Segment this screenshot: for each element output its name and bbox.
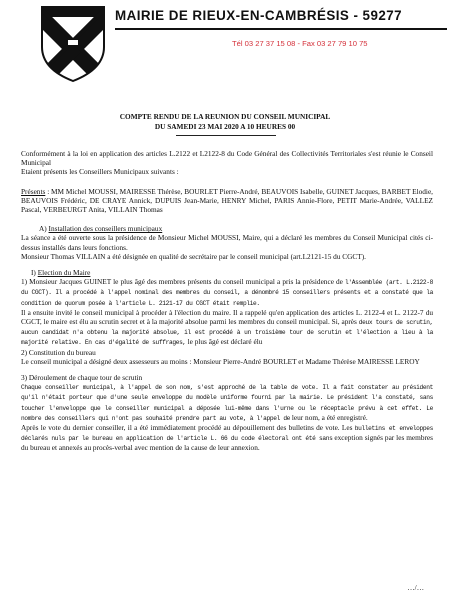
present-intro: Etaient présents les Conseillers Municipaux suivants : (21, 167, 179, 177)
presents-paragraph (21, 187, 433, 215)
election-title: Election du Maire (37, 268, 91, 278)
presents-label: Présents (21, 186, 46, 196)
election-paragraph-1 (21, 277, 433, 308)
election-paragraph-2 (21, 308, 433, 348)
mairie-title: MAIRIE DE RIEUX-EN-CAMBRÉSIS - 59277 (115, 8, 403, 23)
depouillement-paragraph (21, 423, 433, 453)
depouillement-p-a: Après le vote du dernier conseiller, il a été immédiatement procédé au dépouillement des bulletins de vote. Les (21, 423, 353, 433)
election-p1-b: l'Assemblée (art. L.2122-8 du CGCT). Il a procédé à l'appel nominal des membres du conseil, a dénombré 15 conseillers présents et a constaté que la condition de quorum posée à l'article L. 2121-17 du CGCT était remplie. (21, 279, 433, 307)
page-continuation: …/… (407, 583, 424, 592)
depouillement-p-c: exception signés par les membres du bureau et annexés au procès-verbal avec mention de la cause de leur annexion. (21, 433, 433, 453)
election-p2-b: deux tours de scrutin, aucun candidat n'a obtenu la majorité absolue, il est procédé à un troisième tour de scrutin et l'élection a lieu à la majorité relative. En cas d'égalité de suffrages, (21, 319, 434, 347)
scrutin-p-a: Chaque conseiller municipal, à l'appel de son nom, s'est approché de la table de vote. Il a fait constater au président qu'il n'était porteur que d'une seule enveloppe du modèle uniforme fourni par la mairie. Le président l'a constaté, sans toucher l'enveloppe que le conseiller municipal a déposée lui-même dans l'urne ou le réceptacle prévu à cet effet. Le nombre des conseillers qui n'ont pas souhaité prendre part au vote, à l'appel de (21, 384, 433, 422)
section-a-paragraph-2: Monsieur Thomas VILLAIN a été désignée en qualité de secrétaire par le conseil municipal (art.L2121-15 du CGCT). (21, 251, 367, 261)
coat-of-arms-icon (38, 3, 108, 83)
depouillement-p-b: bulletins et enveloppes déclarés nuls par le bureau en application de l'article L. 66 du code électoral ont été sans (21, 425, 433, 443)
election-heading (21, 268, 433, 277)
heading-rule (176, 135, 276, 136)
title-underline (115, 28, 447, 30)
election-p2-a: Il a ensuite invité le conseil municipal à procéder à l'élection du maire. Il a rappelé qu'en application des articles L. 2122-4 et L. 2122-7 du CGCT, le maire est élu au scrutin secret et à la majorité absolue parmi les membres du conseil municipal. Si, après (21, 307, 433, 327)
scrutin-p-b: leur nom, a été enregistré. (291, 412, 368, 422)
document-heading (0, 112, 450, 131)
section-a-title: Installation des conseillers municipaux (48, 224, 163, 234)
contact-line: Tél 03 27 37 15 08 - Fax 03 27 79 10 75 (232, 39, 368, 48)
election-marker: I) (31, 268, 36, 278)
bureau-heading: 2) Constitution du bureau (21, 347, 96, 357)
document-body (21, 149, 433, 453)
bureau-paragraph: Le conseil municipal a désigné deux assesseurs au moins : Monsieur Pierre-André BOURLET et Madame Thérèse MAIRESSE LEROY (21, 356, 420, 366)
election-p1-a: 1) Monsieur Jacques GUINET le plus âgé des membres présents du conseil municipal a pris la présidence de (21, 277, 343, 287)
intro-paragraph: Conformément à la loi en application des articles L.2122 et L2122-8 du Code Général des Collectivités Territoriales s'est réunie le Conseil Municipal (21, 149, 433, 168)
section-a-paragraph-1: La séance a été ouverte sous la présidence de Monsieur Michel MOUSSI, Maire, qui a déclaré les membres du Conseil Municipal cités ci-dessus installés dans leurs fonctions. (21, 233, 433, 252)
presents-names: : MM Michel MOUSSI, MAIRESSE Thérèse, BOURLET Pierre-André, BEAUVOIS Isabelle, GUINET Jacques, BARBET Elodie, BEAUVOIS Frédéric, DE CRAYE Annick, DUPUIS Jean-Marie, HENRY Michel, PARIS Annie-Flore, PETIT Marie-Andrée, VALLEZ Pascal, VERBEURGT Anita, VILLAIN Thomas (21, 186, 434, 215)
section-a-heading (21, 224, 433, 233)
scrutin-paragraph (21, 382, 433, 423)
section-a-marker: A) (39, 224, 47, 234)
scrutin-heading: 3) Déroulement de chaque tour de scrutin (21, 373, 143, 383)
heading-line-2: DU SAMEDI 23 MAI 2020 A 10 HEURES 00 (154, 121, 296, 131)
election-p2-c: le plus âgé est déclaré élu (187, 337, 263, 347)
heading-line-1: COMPTE RENDU DE LA REUNION DU CONSEIL MUNICIPAL (119, 112, 331, 121)
